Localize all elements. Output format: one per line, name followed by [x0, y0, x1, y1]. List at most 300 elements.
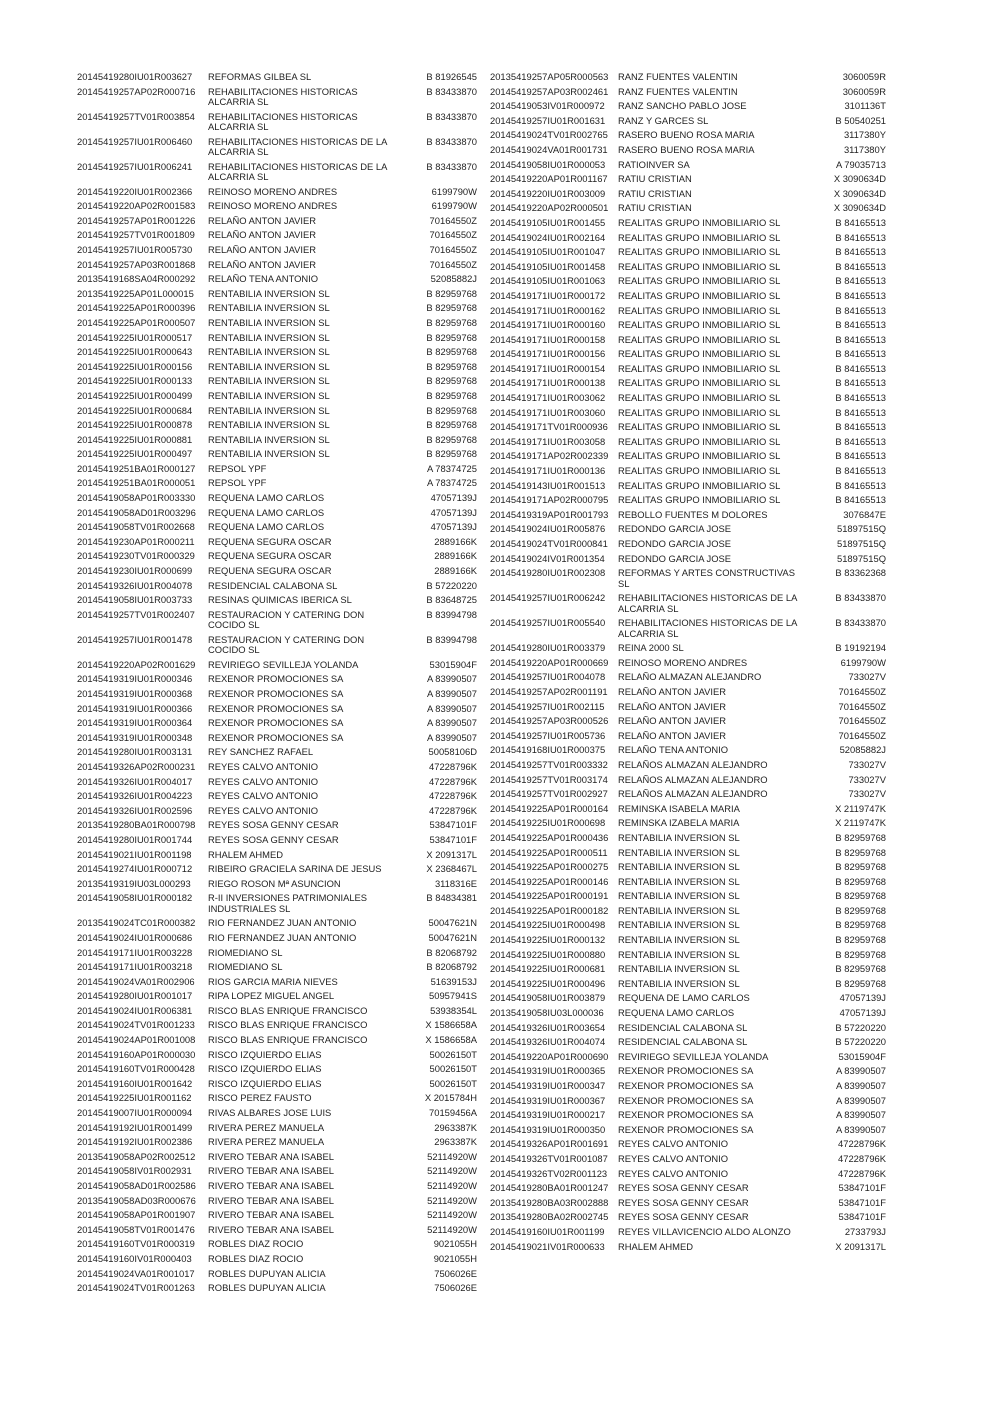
record-id: 20145419225IU01R000517 [77, 331, 193, 343]
tax-id: X 3090634D [833, 173, 886, 185]
holder-name: RISCO PEREZ FAUSTO [208, 1093, 312, 1104]
holder-name: RENTABILIA INVERSION SL [618, 847, 740, 858]
record-id: 20145419192IU01R001499 [77, 1121, 193, 1133]
table-row [490, 318, 886, 333]
table-row [490, 591, 886, 616]
tax-id: 7506026E [434, 1282, 477, 1294]
holder-name: ROBLES DIAZ ROCIO [208, 1253, 304, 1264]
holder-name: RIPA LOPEZ MIGUEL ANGEL [208, 991, 335, 1002]
record-id: 20145419024IU01R002164 [490, 231, 606, 243]
record-id: 20135419168SA04R000292 [77, 273, 196, 285]
holder-name: REXENOR PROMOCIONES SA [618, 1124, 754, 1135]
holder-name: RANZ FUENTES VALENTIN [618, 86, 738, 97]
table-row [77, 1237, 477, 1252]
table-row [77, 389, 477, 404]
table-row [490, 918, 886, 933]
tax-id: 2889166K [434, 535, 477, 547]
table-row [490, 641, 886, 656]
tax-id: 6199790W [431, 185, 477, 197]
holder-name: RIVERO TEBAR ANA ISABEL [208, 1151, 334, 1162]
record-id: 20145419225IU01R000880 [490, 948, 606, 960]
tax-id: B 84165513 [835, 231, 886, 243]
tax-id: 7506026E [434, 1267, 477, 1279]
table-row [77, 287, 477, 302]
table-row [77, 301, 477, 316]
record-id: 20145419257AP02R001191 [490, 685, 608, 697]
table-row [77, 520, 477, 535]
record-id: 20145419257IU01R006460 [77, 135, 193, 147]
record-id: 20145419171IU01R000156 [490, 348, 606, 360]
table-row [490, 479, 886, 494]
tax-id: B 82959768 [426, 360, 477, 372]
tax-id: 53015904F [838, 1050, 886, 1062]
table-row [490, 685, 886, 700]
record-id: 20135419257AP05R000563 [490, 71, 609, 82]
record-id: 20145419257IU01R005540 [490, 617, 606, 629]
record-id: 20145419058AD01R002586 [77, 1180, 196, 1191]
holder-name: REALITAS GRUPO INMOBILIARIO SL [618, 305, 781, 316]
table-row [77, 804, 477, 819]
holder-name: REDONDO GARCIA JOSE [618, 524, 732, 535]
holder-name: REXENOR PROMOCIONES SA [208, 732, 344, 743]
holder-name: REALITAS GRUPO INMOBILIARIO SL [618, 320, 781, 331]
holder-name: RIOMEDIANO SL [208, 947, 283, 958]
table-row [77, 1223, 477, 1238]
tax-id: X 3090634D [833, 187, 886, 199]
holder-name: RENTABILIA INVERSION SL [208, 347, 330, 358]
table-row [77, 1281, 477, 1296]
table-row [77, 975, 477, 990]
tax-id: 53847101F [429, 833, 477, 845]
table-row [77, 199, 477, 214]
record-id: 20145419058IU01R000182 [77, 892, 193, 904]
holder-name: REXENOR PROMOCIONES SA [208, 718, 344, 729]
table-row [77, 931, 477, 946]
holder-name: RENTABILIA INVERSION SL [208, 317, 330, 328]
tax-id: A 83990507 [835, 1094, 886, 1106]
record-id: 20145419171IU01R003218 [77, 961, 193, 973]
holder-name: RENTABILIA INVERSION SL [208, 376, 330, 387]
holder-name: REQUENA LAMO CARLOS [208, 522, 325, 533]
holder-name: RASERO BUENO ROSA MARIA [618, 130, 755, 141]
record-id: 20145419257TV01R003174 [490, 773, 608, 785]
tax-id: A 83990507 [835, 1080, 886, 1091]
table-row [490, 977, 886, 992]
record-id: 20145419257AP02R000716 [77, 85, 196, 97]
record-id: 20145419168IU01R000375 [490, 744, 606, 756]
record-id: 20135419280BA01R000798 [77, 819, 196, 831]
record-id: 20145419225IU01R001162 [77, 1092, 192, 1104]
tax-id: B 83362368 [835, 567, 886, 579]
holder-name: REHABILITACIONES HISTORICAS DE LA ALCARRIA SL [618, 618, 797, 639]
table-row [490, 816, 886, 831]
table-row [490, 187, 886, 202]
record-id: 20145419220AP01R000669 [490, 656, 609, 668]
table-row [490, 201, 886, 216]
tax-id: B 84165513 [835, 289, 886, 301]
record-id: 20145419257IU01R006241 [77, 160, 193, 172]
tax-id: B 50540251 [835, 114, 886, 126]
table-row [490, 216, 886, 231]
tax-id: 70164550Z [838, 729, 886, 741]
record-id: 20145419143IU01R001513 [490, 479, 606, 491]
holder-name: RATIU CRISTIAN [618, 203, 692, 214]
tax-id: B 82959768 [426, 346, 477, 358]
table-row [77, 214, 477, 229]
tax-id: A 83990507 [426, 688, 477, 699]
table-row [77, 404, 477, 419]
holder-name: RIVERO TEBAR ANA ISABEL [208, 1224, 334, 1235]
tax-id: 70164550Z [429, 229, 477, 241]
holder-name: REHABILITACIONES HISTORICAS ALCARRIA SL [208, 111, 358, 132]
record-id: 20145419257TV01R002927 [490, 788, 608, 800]
record-id: 20145419257AP03R000526 [490, 715, 609, 727]
table-row [77, 316, 477, 331]
holder-name: REALITAS GRUPO INMOBILIARIO SL [618, 290, 781, 301]
tax-id: B 84165513 [835, 319, 886, 331]
tax-id: 52114920W [427, 1150, 477, 1162]
holder-name: RIEGO ROSON Mª ASUNCION [208, 878, 341, 889]
record-id: 20145419220AP02R001629 [77, 658, 196, 670]
record-id: 20145419230AP01R000211 [77, 535, 195, 547]
record-id: 20145419326IU01R004017 [77, 775, 193, 787]
tax-id: B 83994798 [426, 608, 477, 620]
holder-name: REYES CALVO ANTONIO [208, 776, 319, 787]
table-row [490, 773, 886, 788]
tax-id: 6199790W [840, 656, 886, 668]
record-id: 20145419058AP01R001907 [77, 1209, 196, 1221]
table-row [490, 933, 886, 948]
record-id: 20145419220AP01R001167 [490, 173, 608, 185]
table-row [490, 1108, 886, 1123]
tax-id: B 82959768 [835, 875, 886, 887]
table-row [77, 1121, 477, 1136]
holder-name: RIO FERNANDEZ JUAN ANTONIO [208, 932, 357, 943]
tax-id: X 1586658A [425, 1034, 477, 1046]
table-row [490, 802, 886, 817]
table-row [77, 672, 477, 687]
table-row [77, 702, 477, 717]
record-id: 20145419280IU01R003131 [77, 746, 193, 758]
tax-id: X 2015784H [424, 1092, 477, 1104]
tax-id: 9021055H [433, 1238, 477, 1250]
table-row [490, 889, 886, 904]
record-id: 20145419319IU01R000350 [490, 1123, 606, 1135]
tax-id: B 82959768 [835, 831, 886, 843]
holder-name: REALITAS GRUPO INMOBILIARIO SL [618, 247, 781, 258]
holder-name: RIVERO TEBAR ANA ISABEL [208, 1210, 334, 1221]
tax-id: 70164550Z [429, 258, 477, 270]
holder-name: REYES CALVO ANTONIO [618, 1139, 729, 1150]
record-id: 20145419319IU01R000364 [77, 717, 193, 729]
record-id: 20145419251BA01R000127 [77, 462, 196, 474]
table-row [77, 258, 477, 273]
tax-id: 51897515Q [836, 523, 886, 535]
tax-id: B 83433870 [835, 592, 886, 604]
holder-name: REINOSO MORENO ANDRES [618, 657, 748, 668]
table-row [77, 506, 477, 521]
table-row [77, 1135, 477, 1150]
tax-id: B 84165513 [835, 450, 886, 462]
holder-name: RIVERO TEBAR ANA ISABEL [208, 1166, 334, 1177]
holder-name: REALITAS GRUPO INMOBILIARIO SL [618, 436, 781, 447]
record-id: 20145419257AP03R001868 [77, 258, 196, 270]
holder-name: ROBLES DIAZ ROCIO [208, 1239, 304, 1250]
holder-name: REQUENA LAMO CARLOS [208, 493, 325, 504]
record-id: 20145419225AP01R000164 [490, 802, 609, 814]
tax-id: A 78374725 [426, 462, 477, 474]
holder-name: REALITAS GRUPO INMOBILIARIO SL [618, 217, 781, 228]
holder-name: REYES CALVO ANTONIO [208, 805, 319, 816]
holder-name: RELAÑO ANTON JAVIER [208, 244, 317, 255]
holder-name: REALITAS GRUPO INMOBILIARIO SL [618, 480, 781, 491]
table-row [490, 1167, 886, 1182]
holder-name: RELAÑO ANTON JAVIER [618, 686, 727, 697]
table-row [77, 185, 477, 200]
table-row [77, 374, 477, 389]
holder-name: REXENOR PROMOCIONES SA [618, 1081, 754, 1091]
table-row [490, 85, 886, 100]
holder-name: RATIU CRISTIAN [618, 188, 692, 199]
holder-name: RISCO BLAS ENRIQUE FRANCISCO [208, 1005, 368, 1016]
record-id: 20145419220AP02R001583 [77, 200, 196, 212]
holder-name: REXENOR PROMOCIONES SA [208, 689, 344, 699]
tax-id: B 82959768 [426, 316, 477, 328]
table-row [490, 304, 886, 319]
holder-name: REPSOL YPF [208, 463, 267, 474]
holder-name: RELAÑO ANTON JAVIER [208, 259, 317, 270]
table-row [77, 491, 477, 506]
record-id: 20145419024TV01R002765 [490, 129, 608, 141]
tax-id: 47228796K [429, 804, 477, 816]
tax-id: 3118316E [434, 877, 477, 889]
record-id: 20145419024TV01R001233 [77, 1019, 195, 1031]
holder-name: RELAÑO TENA ANTONIO [208, 274, 319, 285]
record-id: 20145419230IU01R000699 [77, 565, 193, 577]
record-id: 20145419319AP01R001793 [490, 508, 609, 520]
table-row [490, 991, 886, 1006]
table-row [77, 160, 477, 185]
table-row [77, 447, 477, 462]
tax-id: B 82959768 [835, 904, 886, 916]
holder-name: REALITAS GRUPO INMOBILIARIO SL [618, 466, 781, 477]
record-id: 20145419280IU01R003379 [490, 642, 606, 654]
tax-id: 50026150T [429, 1063, 477, 1075]
holder-name: RELAÑO ANTON JAVIER [618, 701, 727, 712]
tax-id: B 82959768 [426, 302, 477, 314]
holder-name: REALITAS GRUPO INMOBILIARIO SL [618, 407, 781, 418]
holder-name: REPSOL YPF [208, 478, 267, 489]
table-row [77, 418, 477, 433]
tax-id: 50026150T [429, 1077, 477, 1089]
record-id: 20145419024VA01R001731 [490, 143, 608, 155]
tax-id: B 82959768 [835, 861, 886, 873]
tax-id: B 83648725 [426, 594, 477, 606]
table-row [77, 228, 477, 243]
holder-name: RIVERO TEBAR ANA ISABEL [208, 1195, 334, 1206]
record-id: 20145419257AP01R001226 [77, 214, 196, 226]
tax-id: 2963387K [434, 1136, 477, 1148]
tax-id: B 84165513 [835, 275, 886, 287]
tax-id: 47228796K [429, 790, 477, 802]
record-id: 20145419024IV01R001354 [490, 552, 605, 564]
holder-name: REXENOR PROMOCIONES SA [208, 674, 344, 685]
right-column-list [490, 70, 886, 1254]
holder-name: REFORMAS GILBEA SL [208, 72, 312, 82]
table-row [490, 493, 886, 508]
tax-id: X 3090634D [833, 202, 886, 214]
table-row [490, 1210, 886, 1225]
record-id: 20145419024AP01R001008 [77, 1034, 196, 1046]
holder-name: REXENOR PROMOCIONES SA [208, 703, 344, 714]
record-id: 20145419160AP01R000030 [77, 1048, 196, 1060]
tax-id: B 82959768 [426, 433, 477, 445]
record-id: 20145419171IU01R000162 [490, 304, 606, 316]
tax-id: 3060059R [842, 85, 886, 97]
record-id: 20145419257TV01R003854 [77, 110, 195, 122]
tax-id: A 83990507 [426, 717, 477, 729]
tax-id: 47057139J [839, 1007, 886, 1019]
record-id: 20145419326IU01R003654 [490, 1021, 606, 1033]
table-row [490, 758, 886, 773]
holder-name: RENTABILIA INVERSION SL [618, 832, 740, 843]
holder-name: REXENOR PROMOCIONES SA [618, 1110, 754, 1121]
record-id: 20145419105IU01R001458 [490, 260, 606, 272]
holder-name: RIOMEDIANO SL [208, 962, 283, 973]
holder-name: REFORMAS Y ARTES CONSTRUCTIVAS SL [618, 568, 795, 589]
record-id: 20145419105IU01R001063 [490, 275, 606, 287]
tax-id: B 82959768 [426, 331, 477, 343]
holder-name: RESIDENCIAL CALABONA SL [208, 580, 338, 591]
table-row [77, 1077, 477, 1092]
holder-name: REHABILITACIONES HISTORICAS DE LA ALCARRIA SL [208, 161, 387, 182]
record-id: 20145419105IU01R001455 [490, 216, 606, 228]
tax-id: 52114920W [427, 1194, 477, 1206]
table-row [490, 948, 886, 963]
table-row [490, 1079, 886, 1094]
tax-id: 733027V [848, 671, 886, 683]
tax-id: 50026150T [429, 1048, 477, 1060]
record-id: 20145419058IU01R000053 [490, 158, 606, 170]
record-id: 20145419024IU01R005876 [490, 523, 606, 535]
tax-id: B 82959768 [426, 448, 477, 460]
tax-id: 53938354L [430, 1004, 477, 1016]
holder-name: REQUENA SEGURA OSCAR [208, 566, 332, 577]
holder-name: REYES CALVO ANTONIO [618, 1168, 729, 1179]
holder-name: RESINAS QUIMICAS IBERICA SL [208, 595, 352, 606]
tax-id: B 82068792 [426, 961, 477, 973]
holder-name: RELAÑO ANTON JAVIER [618, 730, 727, 741]
holder-name: REXENOR PROMOCIONES SA [618, 1095, 754, 1106]
record-id: 20145419021IV01R000633 [490, 1240, 605, 1252]
table-row [490, 831, 886, 846]
holder-name: REMINSKA IZABELA MARIA [618, 818, 740, 829]
record-id: 20145419280IU01R003627 [77, 71, 193, 82]
holder-name: R-II INVERSIONES PATRIMONIALES INDUSTRIALES SL [208, 893, 368, 914]
tax-id: B 57220220 [426, 579, 477, 591]
tax-id: 52085882J [430, 273, 477, 285]
tax-id: 70164550Z [838, 685, 886, 697]
table-row [77, 989, 477, 1004]
tax-id: B 19192194 [835, 642, 886, 654]
table-row [77, 579, 477, 594]
table-row [490, 1094, 886, 1109]
table-row [490, 362, 886, 377]
holder-name: REINA 2000 SL [618, 643, 684, 654]
holder-name: RISCO IZQUIERDO ELIAS [208, 1049, 322, 1060]
record-id: 20145419257IU01R001631 [490, 114, 606, 126]
table-row [77, 862, 477, 877]
holder-name: REBOLLO FUENTES M DOLORES [618, 509, 768, 520]
record-id: 20145419326AP02R000231 [77, 760, 196, 772]
tax-id: 47228796K [838, 1152, 886, 1164]
holder-name: REALITAS GRUPO INMOBILIARIO SL [618, 334, 781, 345]
record-id: 20145419326IU01R004078 [77, 579, 193, 591]
record-id: 20145419225IU01R000497 [77, 448, 193, 460]
holder-name: REQUENA SEGURA OSCAR [208, 551, 332, 562]
record-id: 20145419058TV01R001476 [77, 1223, 195, 1235]
holder-name: REYES SOSA GENNY CESAR [208, 820, 339, 831]
holder-name: REALITAS GRUPO INMOBILIARIO SL [618, 232, 781, 243]
tax-id: B 84834381 [426, 892, 477, 904]
record-id: 20145419024VA01R001017 [77, 1267, 195, 1279]
table-row [77, 745, 477, 760]
record-id: 20145419171IU01R003062 [490, 392, 606, 404]
record-id: 20145419058AP01R003330 [77, 492, 196, 504]
tax-id: B 84165513 [835, 465, 886, 477]
table-row [77, 1091, 477, 1106]
holder-name: RANZ SANCHO PABLO JOSE [618, 101, 747, 112]
table-row [77, 1164, 477, 1179]
table-row [490, 1137, 886, 1152]
table-row [490, 846, 886, 861]
tax-id: 53847101F [429, 819, 477, 831]
record-id: 20145419326IU01R004223 [77, 790, 193, 802]
record-id: 20145419225AP01R000436 [490, 831, 609, 843]
table-row [77, 272, 477, 287]
tax-id: B 84165513 [835, 377, 886, 389]
table-row [490, 1021, 886, 1036]
record-id: 20135419319IU03L000293 [77, 877, 191, 889]
tax-id: 2889166K [434, 550, 477, 562]
record-id: 20145419319IU01R000367 [490, 1094, 606, 1106]
tax-id: 3060059R [842, 71, 886, 82]
holder-name: RENTABILIA INVERSION SL [208, 449, 330, 460]
table-row [77, 833, 477, 848]
record-id: 20145419024TV01R001263 [77, 1282, 195, 1294]
tax-id: A 83990507 [835, 1123, 886, 1135]
tax-id: B 82959768 [835, 890, 886, 902]
holder-name: RENTABILIA INVERSION SL [208, 390, 330, 401]
table-row [77, 110, 477, 135]
record-id: 20145419257IU01R002115 [490, 700, 605, 712]
table-row [77, 1048, 477, 1063]
record-id: 20145419225IU01R000496 [490, 977, 606, 989]
holder-name: RENTABILIA INVERSION SL [618, 935, 740, 946]
record-id: 20145419053IV01R000972 [490, 100, 605, 112]
table-row [490, 904, 886, 919]
holder-name: RENTABILIA INVERSION SL [618, 920, 740, 931]
tax-id: 70164550Z [838, 715, 886, 727]
table-row [77, 1208, 477, 1223]
tax-id: 51897515Q [836, 538, 886, 549]
tax-id: X 1586658A [425, 1019, 477, 1031]
record-id: 20145419024TV01R000841 [490, 538, 608, 549]
record-id: 20145419225IU01R000643 [77, 346, 193, 358]
table-row [490, 743, 886, 758]
holder-name: RELAÑO ANTON JAVIER [208, 230, 317, 241]
table-row [490, 70, 886, 85]
